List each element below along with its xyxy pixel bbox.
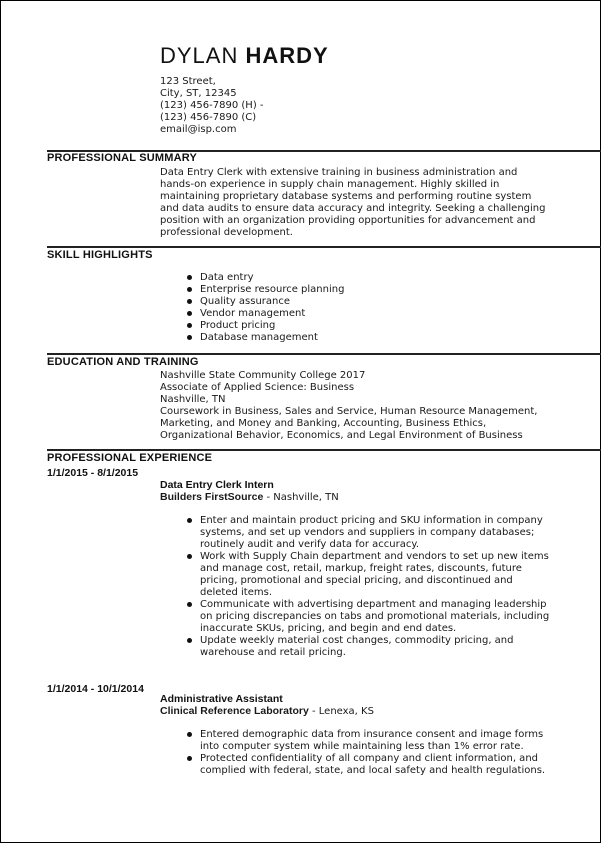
- contact-street: 123 Street,: [160, 76, 216, 87]
- job-bullet: Communicate with advertising department and managing leadership on pricing discrepancies on tabs and promotional materials, including inaccurate SKUs, pricing, and begin and end dates.: [187, 599, 551, 635]
- skill-item: Database management: [187, 332, 547, 344]
- last-name: HARDY: [245, 43, 329, 68]
- divider: [47, 246, 601, 248]
- job-bullet: Work with Supply Chain department and vendors to set up new items and manage cost, retail, markup, freight rates, discounts, future pricing, promotional and special pricing, and discontinued and deleted items.: [187, 551, 551, 599]
- contact-city: City, ST, 12345: [160, 88, 237, 99]
- job-company: Clinical Reference Laboratory: [160, 705, 309, 717]
- job-bullets: [187, 729, 551, 777]
- skill-item: Enterprise resource planning: [187, 284, 547, 296]
- skill-item: Vendor management: [187, 308, 547, 320]
- education-school: Nashville State Community College 2017: [160, 370, 366, 381]
- education-coursework: Coursework in Business, Sales and Service, Human Resource Management, Marketing, and Money and Banking, Accounting, Business Ethics, Organizational Behavior, Economics, and Legal Environment of Business: [160, 406, 538, 441]
- summary-heading: PROFESSIONAL SUMMARY: [47, 152, 198, 164]
- contact-block: [160, 76, 460, 136]
- job-company: Builders FirstSource: [160, 491, 264, 503]
- job-location: - Lenexa, KS: [308, 706, 374, 717]
- job-bullets: [187, 515, 551, 659]
- experience-heading: PROFESSIONAL EXPERIENCE: [47, 452, 213, 464]
- education-heading: EDUCATION AND TRAINING: [47, 356, 199, 368]
- job-bullet: Protected confidentiality of all company and client information, and complied with federal, state, and local safety and health regulations.: [187, 753, 551, 777]
- first-name: DYLAN: [160, 43, 239, 68]
- divider: [47, 449, 601, 451]
- job-dates: 1/1/2015 - 8/1/2015: [47, 467, 139, 479]
- education-block: [160, 370, 560, 442]
- job-title: Data Entry Clerk Intern: [160, 479, 274, 491]
- job-bullet: Update weekly material cost changes, commodity pricing, and warehouse and retail pricing.: [187, 635, 551, 659]
- job-header: [160, 479, 560, 504]
- job-location: - Nashville, TN: [263, 492, 339, 503]
- job-bullet: Entered demographic data from insurance consent and image forms into computer system while maintaining less than 1% error rate.: [187, 729, 551, 753]
- skill-item: Product pricing: [187, 320, 547, 332]
- contact-email: email@isp.com: [160, 124, 237, 135]
- divider: [47, 353, 601, 355]
- job-dates: 1/1/2014 - 10/1/2014: [47, 683, 144, 695]
- job-company-line: [160, 705, 560, 718]
- job-header: [160, 693, 560, 718]
- job-bullet: Enter and maintain product pricing and SKU information in company systems, and set up vendors and suppliers in company databases; routinely audit and verify data for accuracy.: [187, 515, 551, 551]
- skills-heading: SKILL HIGHLIGHTS: [47, 249, 153, 261]
- job-company-line: [160, 491, 560, 504]
- summary-text: Data Entry Clerk with extensive training in business administration and hands-on experience in supply chain management. Highly skilled in maintaining proprietary database systems and performing routine system and data audits to ensure data accuracy and integrity. Seeking a challenging position with an organization providing opportunities for advancement and professional development.: [160, 167, 546, 238]
- education-degree: Associate of Applied Science: Business: [160, 382, 355, 393]
- job-title: Administrative Assistant: [160, 693, 283, 705]
- candidate-name: [160, 43, 329, 69]
- contact-cell-phone: (123) 456-7890 (C): [160, 112, 257, 123]
- skill-item: Data entry: [187, 272, 547, 284]
- skill-item: Quality assurance: [187, 296, 547, 308]
- skills-list: [187, 272, 547, 344]
- contact-home-phone: (123) 456-7890 (H) -: [160, 100, 264, 111]
- education-location: Nashville, TN: [160, 394, 226, 405]
